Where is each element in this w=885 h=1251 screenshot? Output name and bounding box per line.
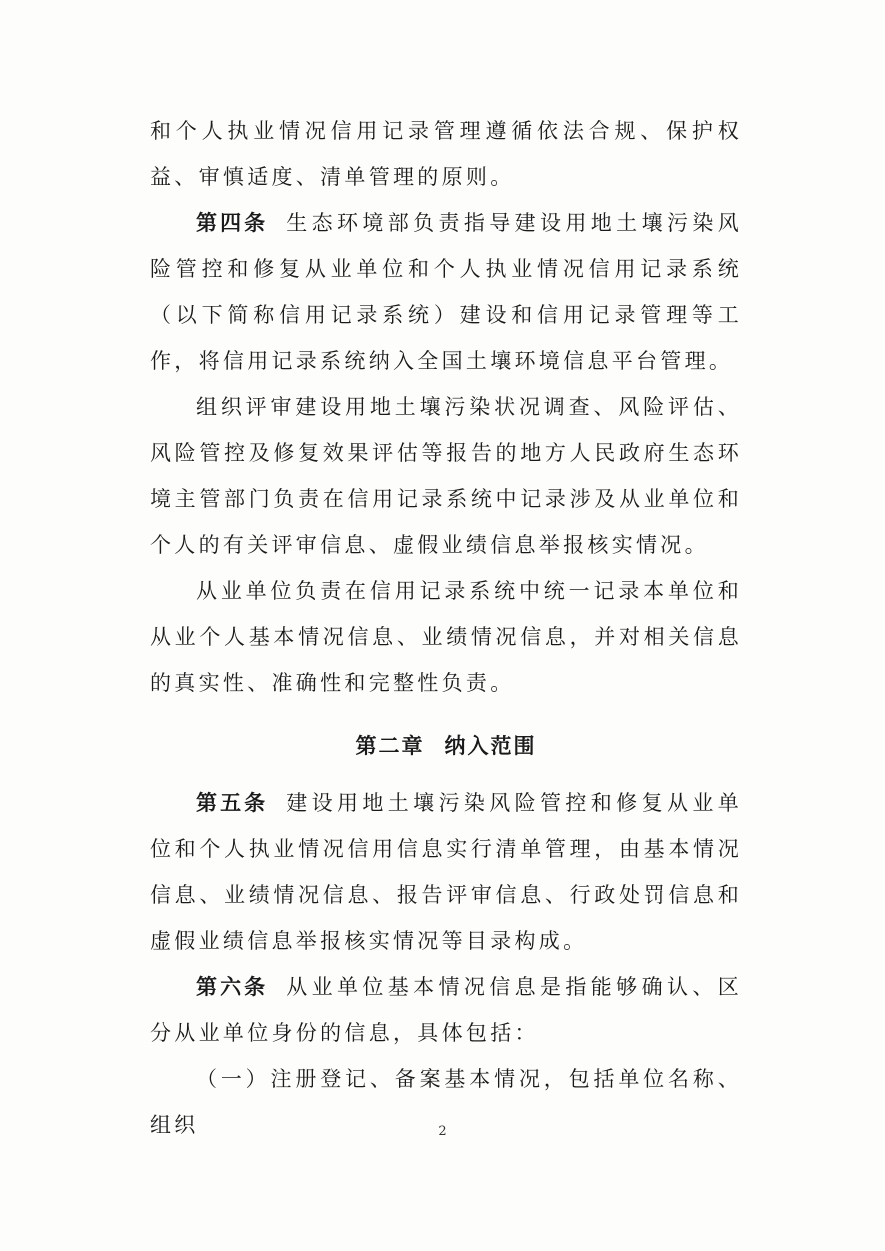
paragraph-text: 组织评审建设用地土壤污染状况调查、风险评估、风险管控及修复效果评估等报告的地方人民政府生态环境主管部门负责在信用记录系统中记录涉及从业单位和个人的有关评审信息、虚假业绩信息举报核实情况。 <box>150 395 742 557</box>
article-heading: 第六条 <box>196 975 269 999</box>
article-6 <box>150 964 742 1056</box>
chapter-heading <box>150 726 742 766</box>
paragraph-text: 从业单位负责在信用记录系统中统一记录本单位和从业个人基本情况信息、业绩情况信息，并对相关信息的真实性、准确性和完整性负责。 <box>150 579 742 695</box>
paragraph-text: 和个人执业情况信用记录管理遵循依法合规、保护权益、审慎适度、清单管理的原则。 <box>150 119 742 189</box>
article-4 <box>150 200 742 384</box>
article-text: 生态环境部负责指导建设用地土壤污染风险管控和修复从业单位和个人执业情况信用记录系统（以下简称信用记录系统）建设和信用记录管理等工作，将信用记录系统纳入全国土壤环境信息平台管理。 <box>150 211 743 373</box>
chapter-number: 第二章 <box>355 734 425 758</box>
page-number: 2 <box>438 1124 447 1139</box>
text-block-lower <box>150 780 742 1148</box>
article-5 <box>150 780 742 964</box>
paragraph-unit-responsibility <box>150 568 742 706</box>
article-text: 从业单位基本情况信息是指能够确认、区分从业单位身份的信息，具体包括： <box>150 975 743 1045</box>
chapter-title: 纳入范围 <box>444 734 537 758</box>
list-item-text: （一）注册登记、备案基本情况，包括单位名称、组织 <box>150 1067 742 1137</box>
paragraph-continuation <box>150 108 742 200</box>
article-text: 建设用地土壤污染风险管控和修复从业单位和个人执业情况信用信息实行清单管理，由基本情况信息、业绩情况信息、报告评审信息、行政处罚信息和虚假业绩信息举报核实情况等目录构成。 <box>150 791 743 953</box>
article-heading: 第四条 <box>196 211 269 235</box>
article-heading: 第五条 <box>196 791 269 815</box>
paragraph-review <box>150 384 742 568</box>
text-block-upper <box>150 108 742 706</box>
